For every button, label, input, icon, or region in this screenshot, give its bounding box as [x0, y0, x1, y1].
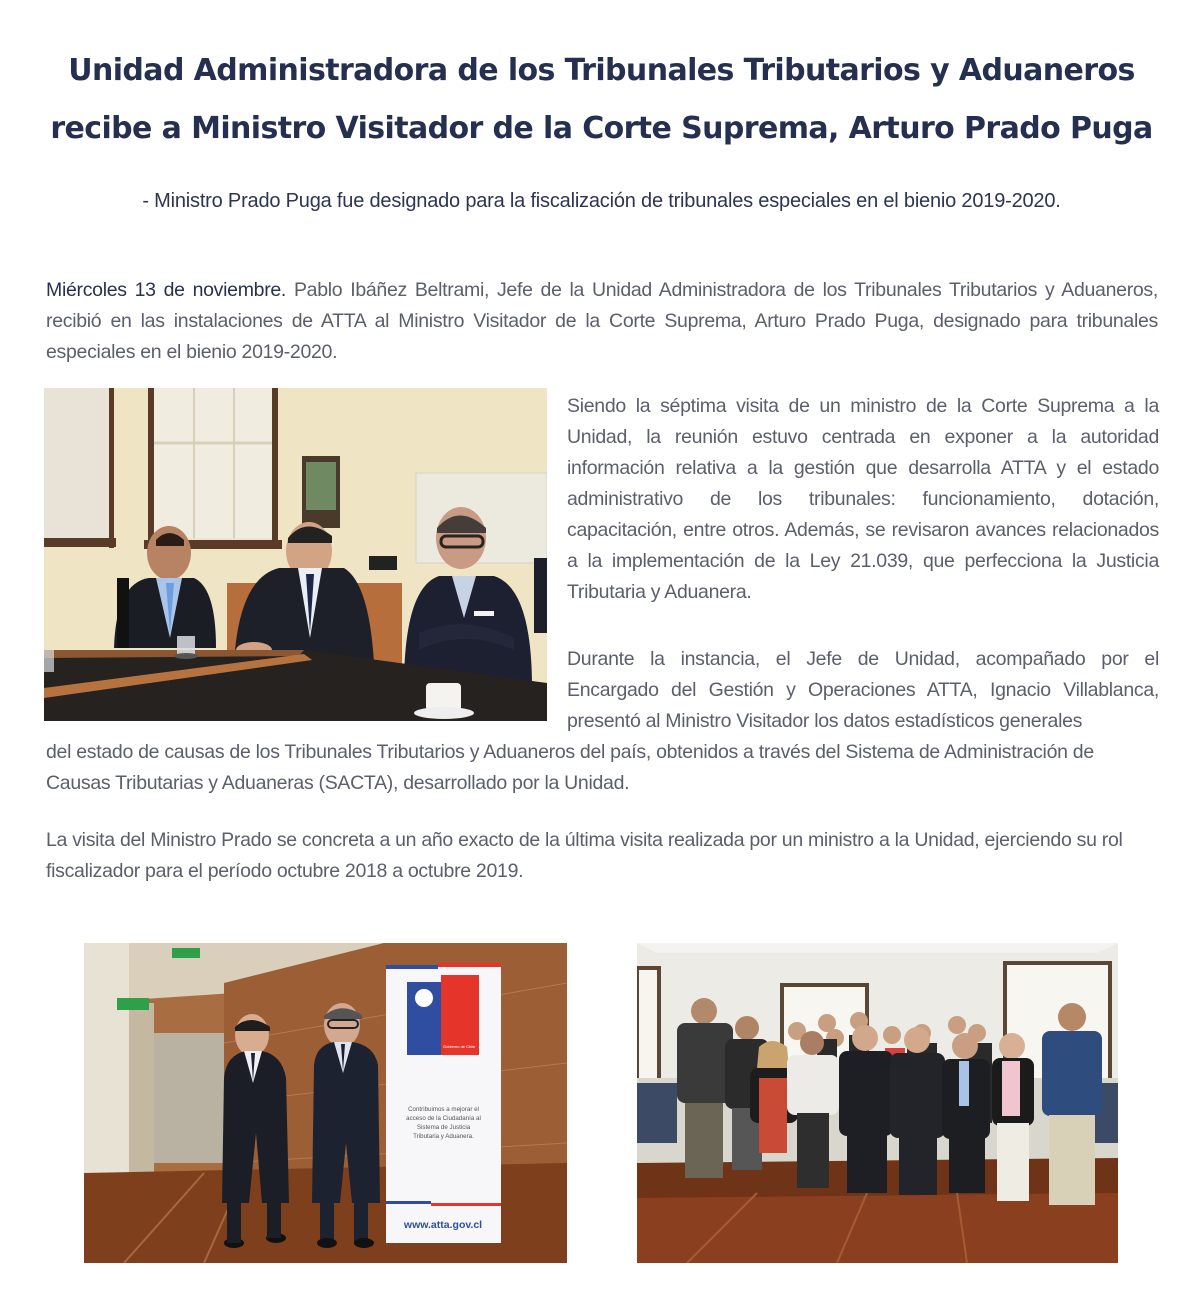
- meeting-photo: [44, 388, 547, 721]
- paragraph-intro-text: Pablo Ibáñez Beltrami, Jefe de la Unidad Administradora de los Tribunales Tributarios y Aduaneros, recibió en las instalaciones de ATTA al Ministro Visitador de la Corte Suprema, Arturo Prado Puga, designado para tribunales especiales en el bienio 2019-2020.: [46, 279, 1159, 363]
- group-photo: [637, 943, 1118, 1263]
- svg-text:Gobierno de Chile: Gobierno de Chile: [443, 1044, 476, 1049]
- article-title: [0, 42, 1203, 158]
- article-subtitle: - Ministro Prado Puga fue designado para la fiscalización de tribunales especiales en el bienio 2019-2020.: [142, 190, 1061, 212]
- svg-text:Contribuimos a mejorar el: Contribuimos a mejorar el: [408, 1106, 479, 1113]
- paragraph-visit-focus: Siendo la séptima visita de un ministro de la Corte Suprema a la Unidad, la reunión estuvo centrada en exponer a la autoridad información relativa a la gestión que desarrolla ATTA y el estado administrativo de los tribunales: funcionamiento, dotación, capacitación, entre otros. Además, se revisaron avances relacionados a la implementación de la Ley 21.039, que perfecciona la Justicia Tributaria y Aduanera.: [567, 395, 1159, 603]
- banner-photo: [84, 943, 567, 1263]
- title-line-1: Unidad Administradora de los Tribunales Tributarios y Aduaneros: [68, 53, 1135, 88]
- article-date: Miércoles 13 de noviembre.: [46, 279, 287, 301]
- svg-text:Tributaria y Aduanera.: Tributaria y Aduanera.: [413, 1133, 474, 1140]
- title-line-2: recibe a Ministro Visitador de la Corte Suprema, Arturo Prado Puga: [50, 111, 1153, 146]
- paragraph-presentation-part1: Durante la instancia, el Jefe de Unidad, acompañado por el Encargado del Gestión y Operaciones ATTA, Ignacio Villablanca, presentó al Ministro Visitador los datos estadísticos generales: [567, 648, 1159, 732]
- paragraph-anniversary: La visita del Ministro Prado se concreta a un año exacto de la última visita realizada por un ministro a la Unidad, ejerciendo su rol fiscalizador para el período octubre 2018 a octubre 2019.: [46, 829, 1123, 882]
- paragraph-presentation-part2: del estado de causas de los Tribunales Tributarios y Aduaneros del país, obtenidos a través del Sistema de Administración de Causas Tributarias y Aduaneras (SACTA), desarrollado por la Unidad.: [46, 741, 1094, 794]
- svg-text:acceso de la Ciudadanía al: acceso de la Ciudadanía al: [406, 1115, 481, 1122]
- svg-text:www.atta.gov.cl: www.atta.gov.cl: [403, 1219, 483, 1231]
- svg-text:Sistema de Justicia: Sistema de Justicia: [416, 1124, 471, 1131]
- paragraph-intro: [46, 275, 1158, 368]
